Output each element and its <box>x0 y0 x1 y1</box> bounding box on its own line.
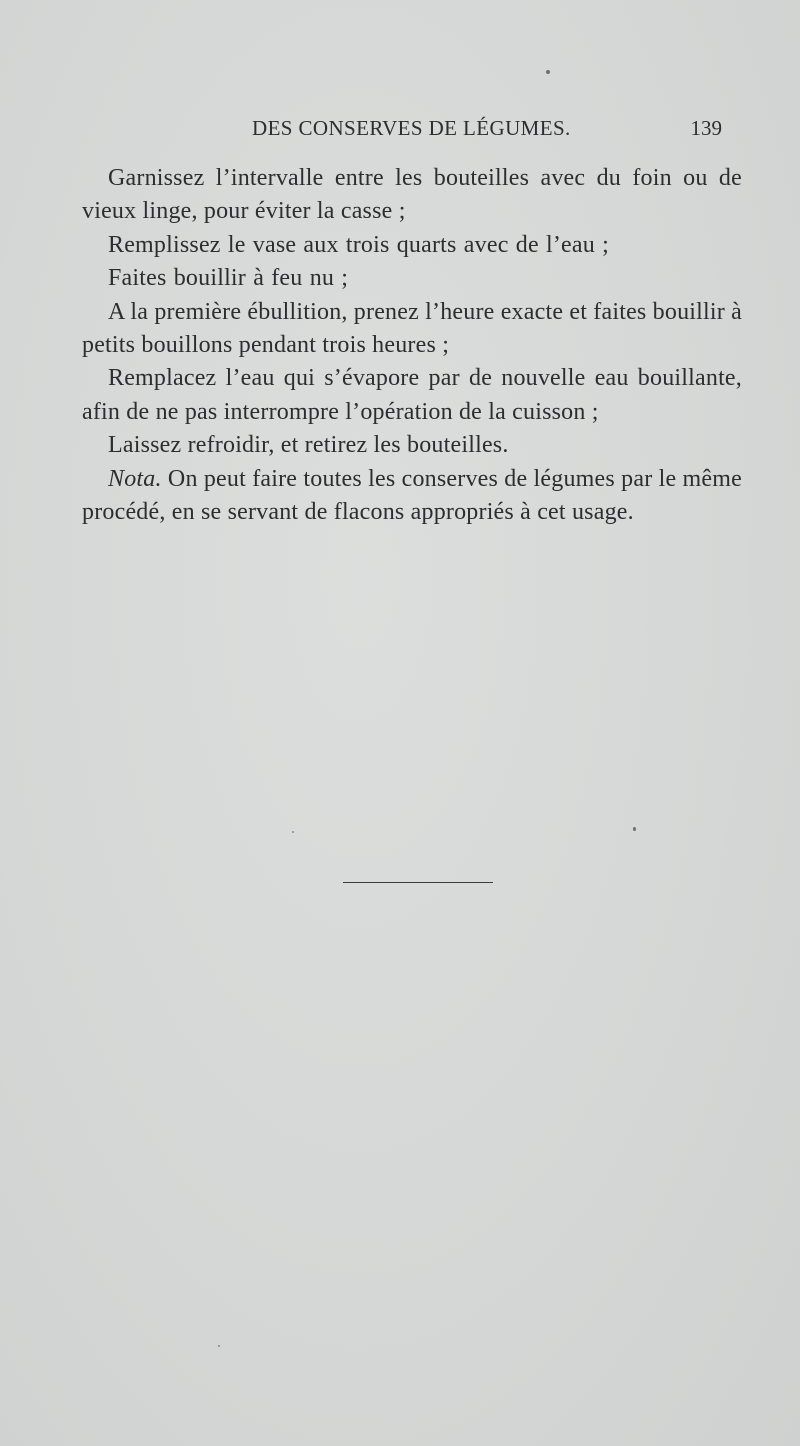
paragraph: Remplissez le vase aux trois quarts avec de l’eau ; <box>108 231 610 258</box>
paragraph: Laissez refroidir, et retirez les bouteilles. <box>108 432 509 459</box>
ink-speck <box>218 1345 220 1347</box>
page-number: 139 <box>690 116 722 140</box>
paragraph: Faites bouillir à feu nu ; <box>108 265 349 292</box>
page-header <box>82 116 722 146</box>
paragraph: Remplacez l’eau qui s’évapore par de nouvelle eau bouillante, afin de ne pas interrompre l’opération de la cuisson ; <box>82 365 742 425</box>
nota-text: On peut faire toutes les conserves de légumes par le même procédé, en se servant de flacons appropriés à cet usage. <box>82 465 742 526</box>
nota-label: Nota. <box>108 465 162 492</box>
running-head: DES CONSERVES DE LÉGUMES. <box>252 116 571 140</box>
paragraph: Garnissez l’intervalle entre les bouteilles avec du foin ou de vieux linge, pour éviter la casse ; <box>82 165 742 225</box>
nota-paragraph <box>82 463 742 530</box>
ink-speck <box>292 831 294 833</box>
ink-speck <box>546 70 550 74</box>
ink-speck <box>633 827 636 831</box>
end-rule <box>343 882 493 883</box>
body-text <box>82 162 742 529</box>
paragraph: A la première ébullition, prenez l’heure exacte et faites bouillir à petits bouillons pendant trois heures ; <box>82 298 742 359</box>
